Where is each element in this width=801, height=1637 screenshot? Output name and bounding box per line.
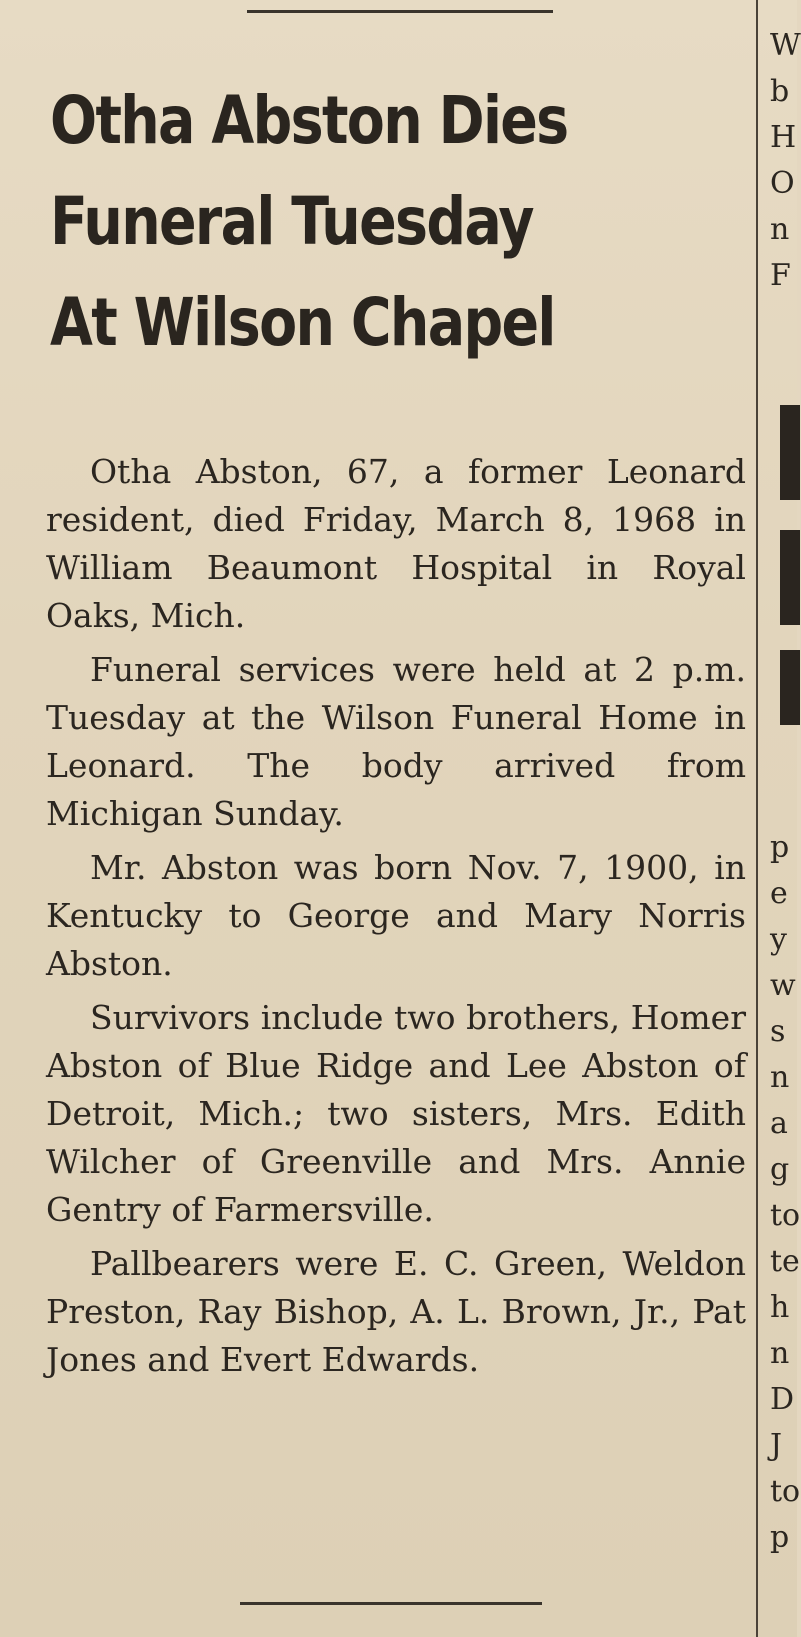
top-rule — [247, 10, 553, 13]
adjacent-headline-fragment — [780, 650, 800, 725]
adjacent-headline-fragment — [780, 530, 800, 625]
headline-line-2: Funeral Tuesday — [50, 183, 533, 260]
adjacent-headline-fragment — [780, 405, 800, 500]
adjacent-fragment: te — [770, 1244, 800, 1279]
paragraph-pallbearers: Pallbearers were E. C. Green, Weldon Preston, Ray Bishop, A. L. Brown, Jr., Pat Jones and Evert Edwards. — [46, 1244, 746, 1379]
adjacent-fragment: p — [770, 1520, 790, 1555]
adjacent-fragment: n — [770, 1060, 790, 1095]
paragraph-survivors: Survivors include two brothers, Homer Abston of Blue Ridge and Lee Abston of Detroit, Mich.; two sisters, Mrs. Edith Wilcher of Greenville and Mrs. Annie Gentry of Farmersville. — [46, 998, 746, 1229]
adjacent-fragment: e — [770, 876, 788, 911]
paragraph-birth: Mr. Abston was born Nov. 7, 1900, in Kentucky to George and Mary Norris Abston. — [46, 848, 746, 983]
adjacent-fragment: h — [770, 1290, 790, 1325]
paragraph-funeral: Funeral services were held at 2 p.m. Tuesday at the Wilson Funeral Home in Leonard. The body arrived from Michigan Sunday. — [46, 650, 746, 833]
adjacent-fragment: to — [770, 1198, 801, 1233]
adjacent-fragment: n — [770, 212, 790, 247]
adjacent-fragment: D — [770, 1382, 795, 1417]
headline-line-3: At Wilson Chapel — [50, 284, 555, 361]
adjacent-column-top — [770, 20, 800, 310]
adjacent-fragment: a — [770, 1106, 788, 1141]
adjacent-fragment: O — [770, 166, 795, 201]
adjacent-column-bottom — [770, 830, 800, 1630]
column-divider — [756, 0, 758, 1637]
article-body — [46, 448, 746, 1390]
adjacent-fragment: F — [770, 258, 791, 293]
adjacent-fragment: g — [770, 1152, 790, 1187]
bottom-rule — [240, 1602, 542, 1605]
headline-line-1: Otha Abston Dies — [50, 82, 568, 159]
adjacent-fragment: H — [770, 120, 797, 155]
headline — [50, 70, 604, 373]
adjacent-fragment: to — [770, 1474, 801, 1509]
adjacent-fragment: w — [770, 968, 796, 1003]
paragraph-death: Otha Abston, 67, a former Leonard resident, died Friday, March 8, 1968 in William Beaumont Hospital in Royal Oaks, Mich. — [46, 452, 746, 635]
adjacent-fragment: p — [770, 830, 790, 865]
adjacent-fragment: b — [770, 74, 790, 109]
adjacent-fragment: W — [770, 28, 801, 63]
adjacent-fragment: s — [770, 1014, 786, 1049]
adjacent-fragment: J — [770, 1428, 783, 1463]
adjacent-fragment: y — [770, 922, 787, 957]
adjacent-fragment: n — [770, 1336, 790, 1371]
